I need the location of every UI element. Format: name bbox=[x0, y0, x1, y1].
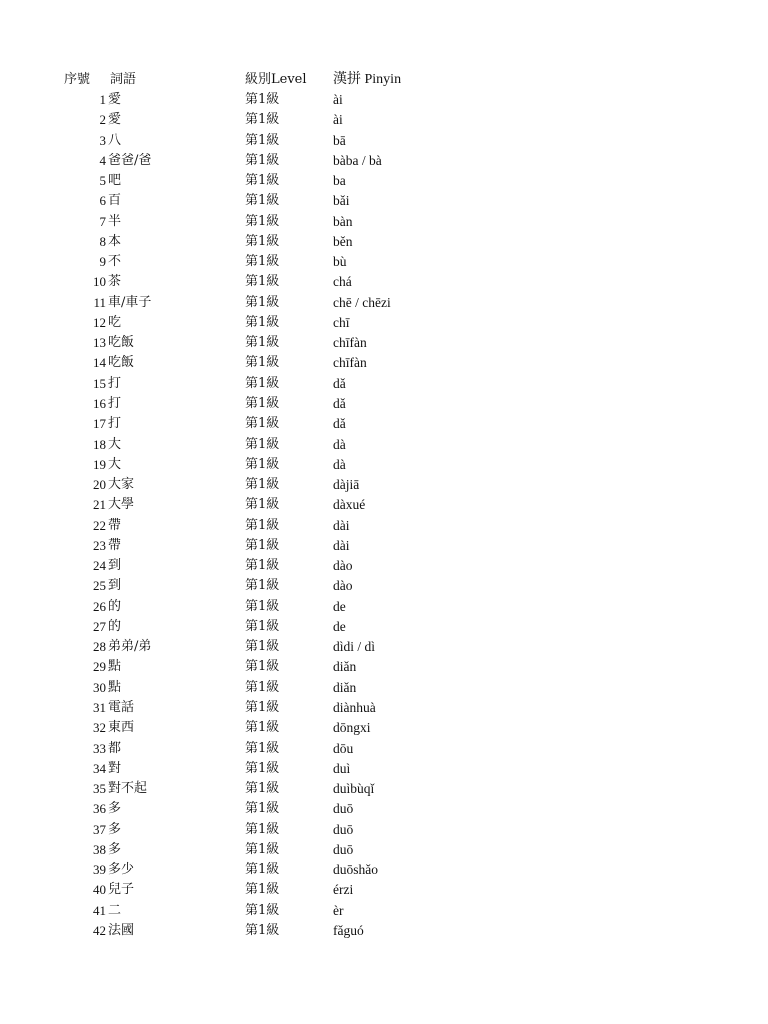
row-word: 二 bbox=[108, 902, 122, 918]
row-pinyin: bù bbox=[333, 254, 347, 270]
table-row bbox=[0, 272, 768, 292]
row-level: 第1級 bbox=[245, 314, 280, 330]
row-number: 29 bbox=[93, 659, 106, 675]
row-word: 對 bbox=[108, 760, 122, 776]
row-level: 第1級 bbox=[245, 902, 280, 918]
row-word: 對不起 bbox=[108, 781, 148, 797]
row-word: 打 bbox=[108, 375, 122, 391]
row-number: 23 bbox=[93, 537, 106, 553]
table-row bbox=[0, 921, 768, 941]
row-level: 第1級 bbox=[245, 882, 280, 898]
row-number: 8 bbox=[99, 233, 106, 249]
row-word: 吃 bbox=[108, 314, 122, 330]
row-level: 第1級 bbox=[245, 801, 280, 817]
row-number: 26 bbox=[93, 598, 106, 614]
row-level: 第1級 bbox=[245, 274, 280, 290]
vocabulary-table bbox=[0, 90, 768, 941]
table-row bbox=[0, 698, 768, 718]
row-level: 第1級 bbox=[245, 740, 280, 756]
row-pinyin: duō bbox=[333, 841, 354, 857]
row-pinyin: dǎ bbox=[333, 395, 346, 411]
header-pinyin: 漢拼 Pinyin bbox=[333, 72, 402, 87]
row-pinyin: chī bbox=[333, 314, 350, 330]
row-level: 第1級 bbox=[245, 193, 280, 209]
row-number: 33 bbox=[93, 740, 106, 756]
row-level: 第1級 bbox=[245, 781, 280, 797]
row-number: 3 bbox=[99, 132, 106, 148]
row-pinyin: fǎguó bbox=[333, 922, 364, 938]
table-row bbox=[0, 374, 768, 394]
row-pinyin: ba bbox=[333, 173, 346, 189]
row-pinyin: bàba / bà bbox=[333, 152, 382, 168]
row-pinyin: chē / chēzi bbox=[333, 294, 391, 310]
row-word: 吃飯 bbox=[108, 355, 135, 371]
row-level: 第1級 bbox=[245, 578, 280, 594]
row-pinyin: chīfàn bbox=[333, 335, 367, 351]
table-row bbox=[0, 232, 768, 252]
table-row bbox=[0, 313, 768, 333]
row-number: 1 bbox=[99, 92, 106, 107]
row-level: 第1級 bbox=[245, 213, 280, 229]
row-pinyin: dōngxi bbox=[333, 720, 371, 736]
row-word: 的 bbox=[108, 618, 122, 634]
row-number: 11 bbox=[93, 294, 106, 310]
row-word: 多 bbox=[108, 841, 122, 857]
table-row bbox=[0, 718, 768, 738]
row-pinyin: duō bbox=[333, 821, 354, 837]
row-pinyin: dǎ bbox=[333, 375, 346, 391]
row-number: 2 bbox=[99, 112, 106, 128]
row-level: 第1級 bbox=[245, 537, 280, 553]
row-pinyin: běn bbox=[333, 233, 353, 249]
row-pinyin: dàjiā bbox=[333, 477, 360, 493]
row-word: 多 bbox=[108, 801, 122, 817]
row-level: 第1級 bbox=[245, 618, 280, 634]
row-word: 到 bbox=[108, 578, 122, 594]
row-pinyin: duō bbox=[333, 801, 354, 817]
row-number: 27 bbox=[93, 618, 106, 634]
row-level: 第1級 bbox=[245, 112, 280, 128]
table-row bbox=[0, 840, 768, 860]
header-word: 詞語 bbox=[110, 72, 137, 87]
row-number: 25 bbox=[93, 578, 106, 594]
row-number: 28 bbox=[93, 639, 106, 655]
row-word: 帶 bbox=[108, 537, 122, 553]
row-level: 第1級 bbox=[245, 558, 280, 574]
row-word: 百 bbox=[108, 193, 122, 209]
row-word: 法國 bbox=[108, 922, 135, 938]
row-word: 弟弟/弟 bbox=[108, 639, 152, 655]
row-level: 第1級 bbox=[245, 821, 280, 837]
table-row bbox=[0, 536, 768, 556]
row-word: 大 bbox=[108, 456, 122, 472]
row-number: 10 bbox=[93, 274, 106, 290]
row-number: 39 bbox=[93, 862, 106, 878]
row-word: 打 bbox=[108, 395, 122, 411]
table-row bbox=[0, 191, 768, 211]
row-level: 第1級 bbox=[245, 456, 280, 472]
row-pinyin: de bbox=[333, 618, 346, 634]
row-level: 第1級 bbox=[245, 173, 280, 189]
row-level: 第1級 bbox=[245, 294, 280, 310]
table-row bbox=[0, 576, 768, 596]
row-word: 兒子 bbox=[108, 882, 135, 898]
row-pinyin: dào bbox=[333, 578, 353, 594]
row-number: 13 bbox=[93, 335, 106, 351]
row-word: 不 bbox=[108, 254, 122, 270]
row-pinyin: duìbùqǐ bbox=[333, 781, 375, 797]
row-number: 15 bbox=[93, 375, 106, 391]
row-level: 第1級 bbox=[245, 254, 280, 270]
row-pinyin: dà bbox=[333, 436, 346, 452]
row-level: 第1級 bbox=[245, 375, 280, 391]
row-word: 爸爸/爸 bbox=[108, 152, 152, 168]
row-level: 第1級 bbox=[245, 862, 280, 878]
table-row bbox=[0, 880, 768, 900]
table-row bbox=[0, 556, 768, 576]
table-row bbox=[0, 597, 768, 617]
row-pinyin: dài bbox=[333, 537, 350, 553]
row-word: 愛 bbox=[108, 112, 122, 128]
table-row bbox=[0, 495, 768, 515]
table-header bbox=[0, 70, 768, 90]
table-row bbox=[0, 333, 768, 353]
table-row bbox=[0, 779, 768, 799]
row-word: 八 bbox=[108, 132, 122, 148]
row-level: 第1級 bbox=[245, 395, 280, 411]
row-level: 第1級 bbox=[245, 720, 280, 736]
row-level: 第1級 bbox=[245, 598, 280, 614]
table-row bbox=[0, 171, 768, 191]
row-word: 多 bbox=[108, 821, 122, 837]
table-row bbox=[0, 617, 768, 637]
row-number: 5 bbox=[99, 173, 106, 189]
row-number: 7 bbox=[99, 213, 106, 229]
row-word: 東西 bbox=[108, 720, 135, 736]
row-number: 30 bbox=[93, 679, 106, 695]
row-number: 12 bbox=[93, 314, 106, 330]
table-row bbox=[0, 759, 768, 779]
table-row bbox=[0, 657, 768, 677]
table-row bbox=[0, 739, 768, 759]
row-number: 14 bbox=[93, 355, 106, 371]
row-pinyin: ài bbox=[333, 92, 343, 107]
row-pinyin: duōshǎo bbox=[333, 862, 378, 878]
row-word: 大 bbox=[108, 436, 122, 452]
row-number: 16 bbox=[93, 395, 106, 411]
row-word: 多少 bbox=[108, 862, 135, 878]
row-level: 第1級 bbox=[245, 436, 280, 452]
row-number: 31 bbox=[93, 699, 106, 715]
table-row bbox=[0, 212, 768, 232]
row-pinyin: dǎ bbox=[333, 416, 346, 432]
row-word: 本 bbox=[108, 233, 122, 249]
row-pinyin: dìdi / dì bbox=[333, 639, 376, 655]
row-level: 第1級 bbox=[245, 679, 280, 695]
row-level: 第1級 bbox=[245, 477, 280, 493]
row-pinyin: diànhuà bbox=[333, 699, 376, 715]
row-pinyin: érzi bbox=[333, 882, 354, 898]
table-row bbox=[0, 475, 768, 495]
table-row bbox=[0, 820, 768, 840]
row-word: 愛 bbox=[108, 92, 122, 107]
row-level: 第1級 bbox=[245, 152, 280, 168]
header-number: 序號 bbox=[64, 72, 91, 87]
table-row bbox=[0, 678, 768, 698]
row-word: 的 bbox=[108, 598, 122, 614]
row-level: 第1級 bbox=[245, 92, 280, 107]
row-level: 第1級 bbox=[245, 699, 280, 715]
row-number: 42 bbox=[93, 922, 106, 938]
row-word: 電話 bbox=[108, 699, 135, 715]
row-word: 吃飯 bbox=[108, 335, 135, 351]
row-number: 22 bbox=[93, 517, 106, 533]
table-row bbox=[0, 252, 768, 272]
row-word: 吧 bbox=[108, 173, 122, 189]
row-number: 41 bbox=[93, 902, 106, 918]
row-pinyin: dà bbox=[333, 456, 346, 472]
row-number: 6 bbox=[99, 193, 106, 209]
row-word: 到 bbox=[108, 558, 122, 574]
row-pinyin: bǎi bbox=[333, 193, 350, 209]
table-row bbox=[0, 455, 768, 475]
row-number: 38 bbox=[93, 841, 106, 857]
row-number: 37 bbox=[93, 821, 106, 837]
row-pinyin: diǎn bbox=[333, 679, 357, 695]
row-pinyin: dōu bbox=[333, 740, 354, 756]
row-number: 20 bbox=[93, 477, 106, 493]
table-row bbox=[0, 637, 768, 657]
row-word: 點 bbox=[108, 659, 122, 675]
row-level: 第1級 bbox=[245, 497, 280, 513]
row-number: 24 bbox=[93, 558, 106, 574]
row-word: 車/車子 bbox=[108, 294, 152, 310]
row-pinyin: bàn bbox=[333, 213, 353, 229]
table-row bbox=[0, 860, 768, 880]
row-word: 打 bbox=[108, 416, 122, 432]
table-row bbox=[0, 435, 768, 455]
row-pinyin: ài bbox=[333, 112, 343, 128]
table-row bbox=[0, 799, 768, 819]
table-row bbox=[0, 90, 768, 110]
row-number: 9 bbox=[99, 254, 106, 270]
row-number: 17 bbox=[93, 416, 106, 432]
table-row bbox=[0, 394, 768, 414]
row-level: 第1級 bbox=[245, 335, 280, 351]
table-row bbox=[0, 151, 768, 171]
table-row bbox=[0, 414, 768, 434]
row-level: 第1級 bbox=[245, 132, 280, 148]
table-row bbox=[0, 353, 768, 373]
row-number: 19 bbox=[93, 456, 106, 472]
row-number: 32 bbox=[93, 720, 106, 736]
row-pinyin: chīfàn bbox=[333, 355, 367, 371]
table-row bbox=[0, 901, 768, 921]
row-level: 第1級 bbox=[245, 659, 280, 675]
row-word: 都 bbox=[108, 740, 122, 756]
table-row bbox=[0, 131, 768, 151]
row-level: 第1級 bbox=[245, 639, 280, 655]
row-level: 第1級 bbox=[245, 416, 280, 432]
row-number: 18 bbox=[93, 436, 106, 452]
row-word: 點 bbox=[108, 679, 122, 695]
row-pinyin: dào bbox=[333, 558, 353, 574]
row-number: 34 bbox=[93, 760, 106, 776]
row-number: 21 bbox=[93, 497, 106, 513]
row-number: 36 bbox=[93, 801, 106, 817]
row-pinyin: bā bbox=[333, 132, 346, 148]
row-pinyin: de bbox=[333, 598, 346, 614]
row-level: 第1級 bbox=[245, 517, 280, 533]
table-row bbox=[0, 516, 768, 536]
row-word: 半 bbox=[108, 213, 122, 229]
row-level: 第1級 bbox=[245, 841, 280, 857]
row-word: 帶 bbox=[108, 517, 122, 533]
row-pinyin: diǎn bbox=[333, 659, 357, 675]
row-level: 第1級 bbox=[245, 760, 280, 776]
row-pinyin: dàxué bbox=[333, 497, 366, 513]
row-pinyin: chá bbox=[333, 274, 352, 290]
row-word: 大家 bbox=[108, 477, 135, 493]
row-word: 大學 bbox=[108, 497, 135, 513]
row-number: 4 bbox=[99, 152, 106, 168]
header-level: 級別Level bbox=[245, 72, 307, 87]
row-pinyin: èr bbox=[333, 902, 344, 918]
table-row bbox=[0, 110, 768, 130]
row-number: 40 bbox=[93, 882, 106, 898]
row-pinyin: dài bbox=[333, 517, 350, 533]
row-word: 茶 bbox=[108, 274, 122, 290]
table-row bbox=[0, 293, 768, 313]
row-level: 第1級 bbox=[245, 233, 280, 249]
row-level: 第1級 bbox=[245, 922, 280, 938]
row-number: 35 bbox=[93, 781, 106, 797]
row-level: 第1級 bbox=[245, 355, 280, 371]
row-pinyin: duì bbox=[333, 760, 351, 776]
